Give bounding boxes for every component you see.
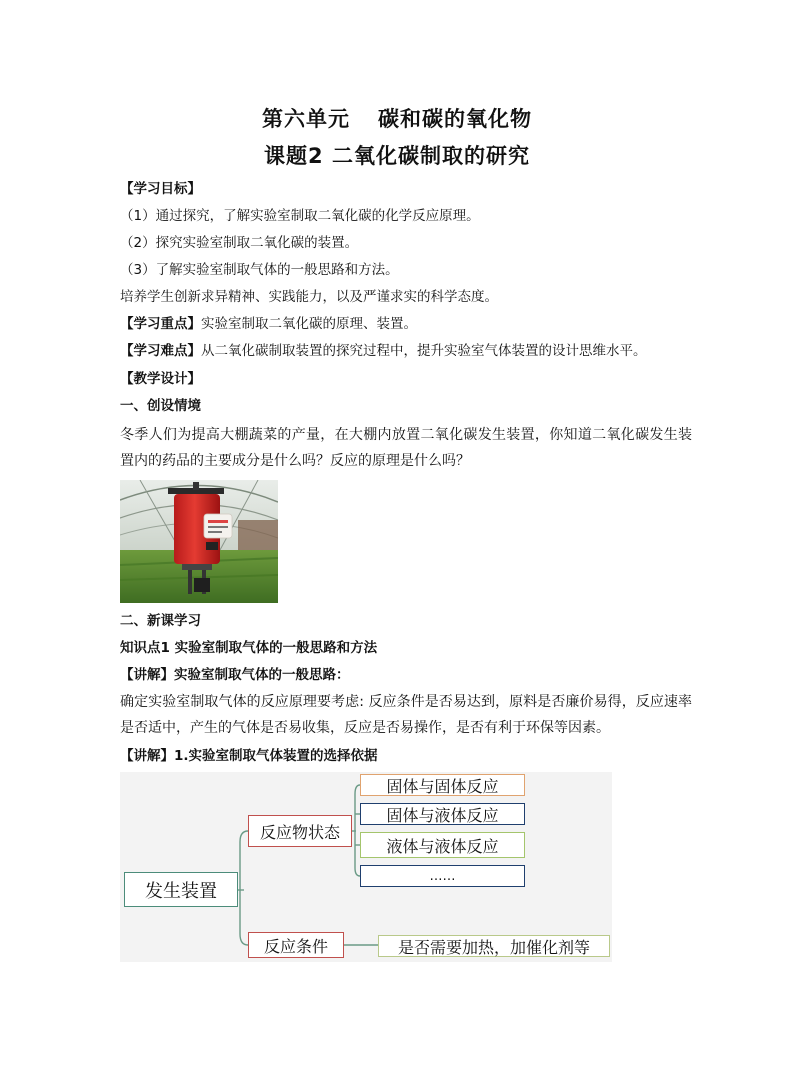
knowledge-point-1: 知识点1 实验室制取气体的一般思路和方法 — [120, 640, 378, 656]
difficulty-point — [120, 342, 690, 360]
section1-text: 冬季人们为提高大棚蔬菜的产量，在大棚内放置二氧化碳发生装置，你知道二氧化碳发生装置内的药品的主要成分是什么吗？反应的原理是什么吗？ — [120, 427, 692, 469]
mindmap-root-node: 发生装置 — [124, 872, 238, 907]
unit-number: 第六单元 — [262, 107, 350, 131]
unit-topic: 碳和碳的氧化物 — [378, 107, 532, 131]
mindmap-leaf-solid-solid: 固体与固体反应 — [360, 774, 525, 796]
mindmap-leaf-solid-liquid: 固体与液体反应 — [360, 803, 525, 825]
explain-2 — [120, 747, 690, 765]
mindmap-leaf-liquid-liquid: 液体与液体反应 — [360, 832, 525, 858]
explain-1-label: 【讲解】 — [120, 667, 174, 683]
difficulty-label: 【学习难点】 — [120, 343, 201, 359]
section2-heading: 二、新课学习 — [120, 613, 201, 629]
explain-1-text: 实验室制取气体的一般思路： — [174, 667, 350, 683]
unit-title — [0, 103, 794, 133]
objective-item-2: （2）探究实验室制取二氧化碳的装置。 — [120, 235, 359, 251]
greenhouse-co2-generator-image — [120, 480, 278, 603]
explain-1-body: 确定实验室制取气体的反应原理要考虑: 反应条件是否易达到，原料是否廉价易得，反应速率是否适中，产生的气体是否易收集，反应是否易操作，是否有利于环保等因素。 — [120, 694, 692, 736]
explain-2-text: 1.实验室制取气体装置的选择依据 — [174, 748, 378, 764]
objectives-heading: 【学习目标】 — [120, 181, 201, 197]
mindmap-leaf-ellipsis: …… — [360, 865, 525, 887]
device-selection-mindmap — [120, 772, 612, 962]
design-heading: 【教学设计】 — [120, 371, 201, 387]
mindmap-condition-detail: 是否需要加热，加催化剂等 — [378, 935, 610, 957]
explain-1 — [120, 666, 690, 684]
explain-2-label: 【讲解】 — [120, 748, 174, 764]
key-point-text: 实验室制取二氧化碳的原理、装置。 — [201, 316, 417, 332]
lesson-title: 课题2 二氧化碳制取的研究 — [264, 144, 530, 168]
objective-item-1: （1）通过探究，了解实验室制取二氧化碳的化学反应原理。 — [120, 208, 480, 224]
mindmap-branch-reactant-state: 反应物状态 — [248, 815, 352, 847]
mindmap-branch-condition: 反应条件 — [248, 932, 344, 958]
difficulty-text: 从二氧化碳制取装置的探究过程中，提升实验室气体装置的设计思维水平。 — [201, 343, 647, 359]
objective-attitude: 培养学生创新求异精神、实践能力，以及严谨求实的科学态度。 — [120, 289, 498, 305]
section1-heading: 一、创设情境 — [120, 398, 201, 414]
objective-item-3: （3）了解实验室制取气体的一般思路和方法。 — [120, 262, 399, 278]
key-point-label: 【学习重点】 — [120, 316, 201, 332]
key-point — [120, 315, 690, 333]
